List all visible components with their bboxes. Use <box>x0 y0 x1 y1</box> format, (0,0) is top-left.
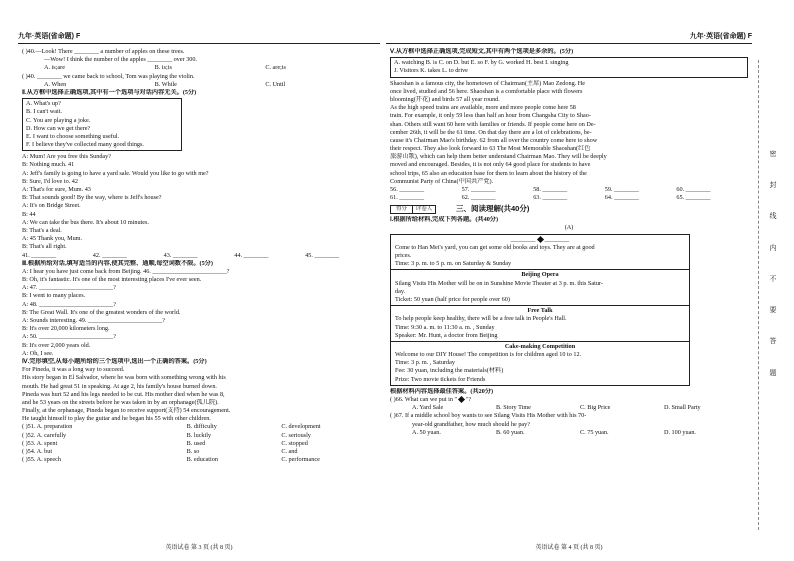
ad-free-talk <box>391 306 689 342</box>
answer-blank[interactable]: 60. ________ <box>676 186 711 193</box>
header-title: 九年·英语(省命题) F <box>18 32 81 40</box>
option: A. 50 yuan. <box>412 428 441 436</box>
answer-blank[interactable]: 61. ________ <box>390 194 425 202</box>
ad-title-blank: ________ ________ <box>510 235 570 243</box>
passage <box>390 80 748 186</box>
answer-blank[interactable]: 57. ________ <box>461 186 496 193</box>
option: B. is;is <box>154 64 172 72</box>
mcq-option: B. difficulty <box>186 423 217 431</box>
ad-line: Ticket: 50 yuan (half price for people over 60) <box>395 295 510 303</box>
ad-line: day. <box>395 287 406 295</box>
dialog-line: B: Oh, it's fantastic. It's one of the most interesting places I've ever seen. <box>22 276 202 284</box>
answer-blank[interactable]: 62. ________ <box>461 194 496 202</box>
dialog-line: A: 48. ________________________? <box>22 300 117 308</box>
mcq-option: B. used <box>186 439 206 447</box>
seal-char: 要 <box>769 306 777 315</box>
passage-line: shan. Others still want 60 here with families or friends. If people come here on De- <box>390 120 596 128</box>
options <box>390 404 748 412</box>
score-box <box>390 205 436 214</box>
dialog-line: B: The Great Wall. It's one of the greatest wonders of the world. <box>22 308 181 316</box>
dialog-line: B: It's over 2,000 years old. <box>22 341 91 349</box>
page-3 <box>18 0 380 561</box>
question-text-end: "? <box>466 396 472 404</box>
option: B. 60 yuan. <box>496 428 525 436</box>
option: C. are;is <box>265 64 286 72</box>
page-4-content <box>386 44 752 437</box>
ad-beijing-opera <box>391 270 689 306</box>
ad-line: Time: 9:30 a. m. to 11:30 a. m. , Sunday <box>395 323 495 331</box>
dialog-2 <box>22 268 376 358</box>
answer-blank[interactable]: 41. ________ <box>22 251 57 259</box>
mcq-row <box>22 440 376 448</box>
box-item: E. I want to choose something useful. <box>26 132 120 140</box>
page-header <box>18 18 380 44</box>
seal-char: 答 <box>769 337 777 346</box>
passage-line: school trips, 65 also an education base for them to learn about the history of the <box>390 169 587 177</box>
mcq-option: C. and <box>281 448 298 455</box>
question-text: ( )66. What can we put in " <box>390 396 458 404</box>
seal-char: 封 <box>769 181 777 190</box>
diamond-icon <box>536 236 543 243</box>
dialog-line: A: I hear you have just come back from Beijing. 46. ________________________? <box>22 267 230 275</box>
passage-tag: (A) <box>564 224 574 232</box>
passage-line: For Pineda, it was a long way to succeed. <box>22 366 125 374</box>
seal-line <box>758 60 759 530</box>
passage-line: Pineda was hurt 52 and his legs needed to be cut. His mother died when he was 8, <box>22 390 225 398</box>
answer-blank[interactable]: 56. ________ <box>390 186 425 193</box>
page-4 <box>386 0 752 561</box>
question-line: ( )40.—Look! There ________ a number of apples on these trees. <box>22 48 185 55</box>
mcq-row <box>22 456 376 464</box>
option: D. 100 yuan. <box>664 428 696 436</box>
passage-line: His story began in El Salvador, where he was born with something wrong with his <box>22 374 226 382</box>
option: B. While <box>154 80 177 88</box>
ads-box <box>390 234 690 386</box>
option: C. 75 yuan. <box>580 428 609 436</box>
passage-line: moved and encouraged. Besides, it is not only 64 good place for students to have <box>390 161 591 169</box>
header-title: 九年·英语(省命题) F <box>689 32 752 40</box>
box-item: B. I can't wait. <box>26 108 62 116</box>
dialog-line: A: Sounds interesting. 49. ________________________? <box>22 317 165 324</box>
section-title: Ⅳ.完形填空,从每小题所给的三个选项中,选出一个正确的答案。(5分) <box>22 357 207 365</box>
ad-title: Cake-making Competition <box>504 342 576 350</box>
mcq-option: C. development <box>281 423 321 431</box>
word-bank-line: J. Visitors K. takes L. to drive <box>394 67 468 75</box>
section-title: 根据材料内容选择最佳答案。(共20分) <box>390 387 494 395</box>
dialog-line: A: Mum! Are you free this Sunday? <box>22 153 112 161</box>
passage-line: As the high speed trains are available, more and more people come here 58 <box>390 104 576 112</box>
section-title: Ⅲ.根据所给对话,填写适当的内容,使其完整、通顺,每空词数不限。(5分) <box>22 259 213 267</box>
dialog-line: B: It's over 20,000 kilometers long. <box>22 325 110 333</box>
mcq-option: B. luckily <box>186 431 212 439</box>
reading-section-title: 三、阅读理解(共40分) <box>456 204 530 214</box>
mcq-option: ( )55. A. speech <box>22 456 62 464</box>
seal-char: 内 <box>769 243 777 252</box>
mcq-option: ( )51. A. preparation <box>22 423 73 431</box>
dialog-line: A: We can take the bus there. It's about 10 minutes. <box>22 218 149 226</box>
dialog-line: B: Sure, I'd love to. 42 <box>22 177 78 185</box>
answer-blank[interactable]: 65. ________ <box>676 194 711 202</box>
ad-title: Free Talk <box>527 307 553 315</box>
dialog-line: A: Oh, I see. <box>22 349 54 357</box>
box-item: D. How can we get there? <box>26 124 91 132</box>
option: B. Story Time <box>496 404 531 412</box>
dialog-line: B: I went to many places. <box>22 292 86 300</box>
answer-blank[interactable]: 64. ________ <box>604 194 639 202</box>
box-item: F. I believe they've collected many good things. <box>26 141 144 149</box>
mcq-option: C. performance <box>281 456 320 464</box>
ad-cake-making <box>391 342 689 385</box>
options <box>22 64 376 72</box>
answer-blanks <box>390 194 748 202</box>
ad-yard-sale <box>391 235 689 271</box>
mcq-option: C. stopped <box>281 439 308 447</box>
word-bank <box>390 57 748 77</box>
mcq-row <box>22 432 376 440</box>
ad-line: prices. <box>395 252 412 260</box>
passage-line: train. For example, it only 59 less than half an hour from Changsha City to Shao- <box>390 112 591 120</box>
mcq-option: ( )54. A. but <box>22 448 53 455</box>
option: D. Small Party <box>664 404 701 412</box>
option: A. Yard Sale <box>412 404 444 412</box>
passage-line: cause it's Chairman Mao's birthday. 62 from all over the country come here to show <box>390 136 598 144</box>
ad-line: Welcome to our DIY House! The competition is for children aged 10 to 12. <box>395 351 582 359</box>
question-67-cont: year-old grandfather, how much should he pay? <box>412 420 531 428</box>
dialog-line: B: 44 <box>22 210 36 218</box>
seal-char: 题 <box>769 368 777 377</box>
options <box>390 429 748 437</box>
ad-line: Time: 3 p. m. to 5 p. m. on Saturday & Sunday <box>395 260 512 268</box>
passage-line: and he 53 years on the streets before he was taken in by an orphanage(孤儿院). <box>22 398 219 406</box>
ad-line: Silang Visits His Mother will be on in Sunshine Movie Theater at 3 p. m. this Satur- <box>395 279 603 287</box>
passage-line: cember 26th, it will be the 61 time. On that day there are a lot of celebrations, be- <box>390 128 592 136</box>
passage-line: their respect. They also look forward to 63 The Most Memorable Shaoshan(红色 <box>390 145 591 153</box>
dialog-line: B: That sounds good! By the way, where is Jeff's house? <box>22 194 162 202</box>
ad-line: To help people keep healthy, there will be a free talk in People's Hall. <box>395 315 567 323</box>
page-header <box>386 18 752 44</box>
dialog-line: A: 47. ________________________? <box>22 284 117 292</box>
cloze-options <box>22 423 376 464</box>
page-footer: 英语试卷 第 4 页 (共 8 页) <box>535 545 603 552</box>
option: A. is;are <box>44 64 65 72</box>
dialog-line: B: That's a deal. <box>22 226 62 234</box>
ad-line: Time: 3 p. m. , Saturday <box>395 359 455 367</box>
question-line: ( )40. ________ we came back to school, Tom was playing the violin. <box>22 72 195 80</box>
ad-line: Prize: Two movie tickets for Friends <box>395 375 486 383</box>
box-item: C. You are playing a joke. <box>26 116 91 124</box>
answer-blanks <box>22 252 376 260</box>
dialog-line: B: Nothing much. 41 <box>22 161 75 169</box>
options <box>22 81 376 89</box>
mcq-row <box>22 423 376 431</box>
passage-line: blooming(开花) and birds 57 all year round. <box>390 95 500 103</box>
seal-char: 线 <box>769 212 777 221</box>
answer-blank[interactable]: 44. ________ <box>234 251 269 259</box>
answer-blanks <box>390 186 748 194</box>
word-bank-line: A. watching B. is C. on D. but E. so F. by G. worked H. best I. singing <box>394 59 569 67</box>
section-title: Ⅰ.根据所给材料,完成下列各题。(共40分) <box>390 216 499 224</box>
answer-blank[interactable]: 63. ________ <box>533 194 568 202</box>
mcq-option: B. education <box>186 456 218 464</box>
dialog-line: B: That's all right. <box>22 243 67 251</box>
answer-blank[interactable]: 59. ________ <box>604 186 639 193</box>
score-label: 得分 <box>391 206 413 213</box>
dialog-line: A: Jeff's family is going to have a yard sale. Would you like to go with me? <box>22 169 209 177</box>
passage-line: Shaoshan is a famous city, the hometown of Chairman(主席) Mao Zedong. He <box>390 79 585 87</box>
dialog-line: A: 50. ________________________? <box>22 333 117 341</box>
ad-title: Beijing Opera <box>521 271 559 279</box>
choice-box <box>22 98 182 151</box>
option: A. When <box>44 80 67 88</box>
passage-line: Finally, at the orphanage, Pineda began to receive support(支持) 54 encouragement. <box>22 407 231 415</box>
answer-blank[interactable]: 43. ________ <box>163 251 198 259</box>
passage-line: once lived, studied and 56 here. Shaoshan is a comfortable place with flowers <box>390 87 583 95</box>
mcq-row <box>22 448 376 456</box>
dialog-line: A: That's for sure, Mum. 43 <box>22 186 91 193</box>
dialog-line: A: It's on Bridge Street. <box>22 202 81 210</box>
dialog <box>22 153 376 251</box>
mcq-option: C. seriously <box>281 431 311 439</box>
section-title: Ⅱ.从方框中选择正确选项,其中有一个选项与对话内容无关。(5分) <box>22 88 197 96</box>
seal-labels <box>766 150 780 378</box>
answer-blank[interactable]: 58. ________ <box>533 186 568 193</box>
dialog-line: A: 45 Thank you, Mum. <box>22 235 83 243</box>
page-footer: 英语试卷 第 3 页 (共 8 页) <box>165 545 233 552</box>
grader-label: 评卷人 <box>415 205 433 212</box>
answer-blank[interactable]: 45. ________ <box>305 251 340 259</box>
question-line: —Wow! I think the number of the apples ________ over 300. <box>44 56 197 64</box>
seal-char: 不 <box>769 274 777 283</box>
section-title: Ⅴ.从方框中选择正确选项,完成短文,其中有两个选项是多余的。(5分) <box>390 48 574 55</box>
option: C. Until <box>265 80 286 88</box>
answer-blank[interactable]: 42. ________ <box>92 251 127 259</box>
reading-section-header <box>390 204 748 214</box>
passage-line: Communist Party of China(中国共产党). <box>390 177 494 185</box>
mcq-option: ( )53. A. spent <box>22 439 58 447</box>
ad-line: Come to Han Mei's yard, you can get some old books and toys. They are at good <box>395 243 595 251</box>
passage-line: He taught himself to play the guitar and he began his 55 with other children. <box>22 415 211 423</box>
seal-char: 密 <box>769 150 777 158</box>
box-item: A. What's up? <box>26 100 61 108</box>
question-66 <box>390 396 748 404</box>
diamond-icon <box>458 396 465 403</box>
mcq-option: ( )52. A. carefully <box>22 431 67 439</box>
passage-line: mouth. He had great 51 in speaking. At age 2, his family's house burned down. <box>22 382 217 390</box>
mcq-option: B. so <box>186 448 200 455</box>
passage-line: 旅游山歌), which can help them better understand Chairman Mao. They will be deeply <box>390 153 607 161</box>
option: C. Big Price <box>580 404 611 412</box>
page-3-content <box>18 44 380 464</box>
question-67: ( )67. If a middle school boy wants to see Silang Visits His Mother with his 70- <box>390 412 587 420</box>
cloze-passage <box>22 366 376 423</box>
ad-line: Speaker: Mr. Hunt, a doctor from Beijing <box>395 331 498 339</box>
ad-line: Fee: 30 yuan, including the materials(材料) <box>395 367 504 375</box>
